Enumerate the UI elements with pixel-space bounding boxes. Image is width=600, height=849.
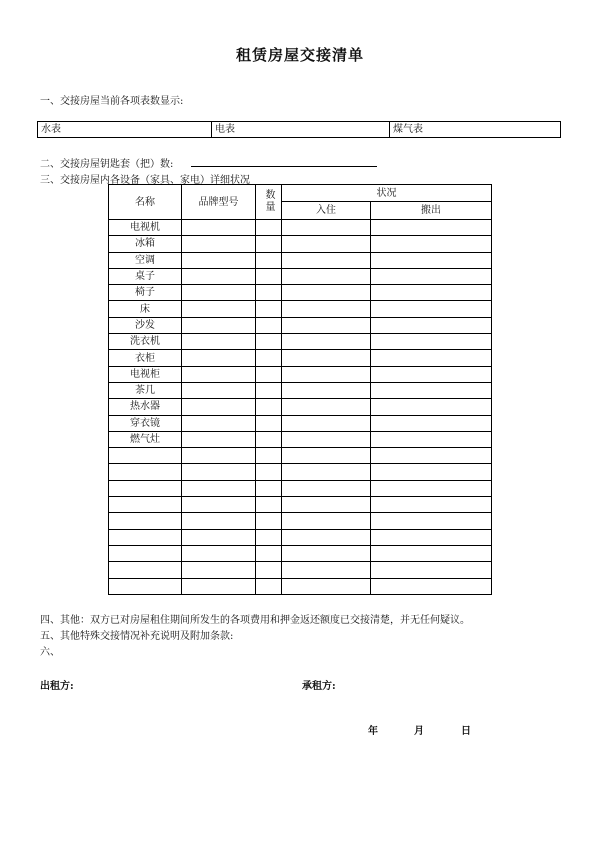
quantity-cell xyxy=(256,513,282,529)
key-count-blank-line xyxy=(191,166,377,167)
item-name-cell: 电视柜 xyxy=(109,366,182,382)
table-row xyxy=(109,285,492,301)
header-name: 名称 xyxy=(109,185,182,220)
quantity-cell xyxy=(256,350,282,366)
move-in-cell xyxy=(282,252,371,268)
table-row xyxy=(109,220,492,236)
item-name-cell: 桌子 xyxy=(109,268,182,284)
other-notes-text: 四、其他：双方已对房屋租住期间所发生的各项费用和押金返还额度已交接清楚，并无任何疑议。 xyxy=(40,615,470,626)
move-in-cell xyxy=(282,350,371,366)
table-row xyxy=(109,545,492,561)
brand-model-cell xyxy=(182,350,256,366)
table-row xyxy=(109,529,492,545)
item-name-cell: 床 xyxy=(109,301,182,317)
move-out-cell xyxy=(371,545,492,561)
move-in-cell xyxy=(282,317,371,333)
quantity-cell xyxy=(256,497,282,513)
meter-readings-table xyxy=(37,121,561,138)
move-out-cell xyxy=(371,562,492,578)
table-row xyxy=(109,350,492,366)
electric-meter-cell: 电表 xyxy=(211,122,389,137)
move-out-cell xyxy=(371,497,492,513)
brand-model-cell xyxy=(182,317,256,333)
section-six-label: 六、 xyxy=(40,647,60,658)
quantity-cell xyxy=(256,285,282,301)
brand-model-cell xyxy=(182,382,256,398)
header-status: 状况 xyxy=(282,185,492,202)
move-in-cell xyxy=(282,529,371,545)
item-name-cell xyxy=(109,497,182,513)
tenant-signature-label: 承租方: xyxy=(302,681,336,692)
move-out-cell xyxy=(371,236,492,252)
quantity-cell xyxy=(256,334,282,350)
item-name-cell: 冰箱 xyxy=(109,236,182,252)
table-row xyxy=(109,301,492,317)
quantity-cell xyxy=(256,236,282,252)
brand-model-cell xyxy=(182,464,256,480)
move-out-cell xyxy=(371,252,492,268)
move-out-cell xyxy=(371,399,492,415)
brand-model-cell xyxy=(182,399,256,415)
brand-model-cell xyxy=(182,529,256,545)
brand-model-cell xyxy=(182,301,256,317)
move-in-cell xyxy=(282,480,371,496)
date-month-label: 月 xyxy=(414,726,424,737)
landlord-signature-label: 出租方: xyxy=(40,681,74,692)
table-row xyxy=(109,497,492,513)
brand-model-cell xyxy=(182,252,256,268)
quantity-cell xyxy=(256,366,282,382)
date-year-label: 年 xyxy=(368,726,378,737)
item-name-cell xyxy=(109,578,182,594)
equipment-table xyxy=(108,184,492,595)
move-in-cell xyxy=(282,220,371,236)
table-row xyxy=(109,236,492,252)
item-name-cell: 沙发 xyxy=(109,317,182,333)
move-out-cell xyxy=(371,317,492,333)
table-row xyxy=(109,317,492,333)
move-out-cell xyxy=(371,220,492,236)
move-out-cell xyxy=(371,480,492,496)
brand-model-cell xyxy=(182,268,256,284)
quantity-cell xyxy=(256,448,282,464)
table-row xyxy=(109,252,492,268)
move-out-cell xyxy=(371,301,492,317)
move-out-cell xyxy=(371,285,492,301)
quantity-cell xyxy=(256,562,282,578)
move-in-cell xyxy=(282,334,371,350)
move-out-cell xyxy=(371,268,492,284)
brand-model-cell xyxy=(182,415,256,431)
table-row xyxy=(109,431,492,447)
item-name-cell xyxy=(109,545,182,561)
table-row xyxy=(109,268,492,284)
move-in-cell xyxy=(282,448,371,464)
brand-model-cell xyxy=(182,366,256,382)
move-out-cell xyxy=(371,464,492,480)
date-day-label: 日 xyxy=(461,726,471,737)
key-count-label: 二、交接房屋钥匙套（把）数: xyxy=(40,159,174,170)
brand-model-cell xyxy=(182,480,256,496)
quantity-cell xyxy=(256,317,282,333)
move-out-cell xyxy=(371,448,492,464)
move-out-cell xyxy=(371,513,492,529)
item-name-cell xyxy=(109,480,182,496)
move-in-cell xyxy=(282,431,371,447)
brand-model-cell xyxy=(182,545,256,561)
item-name-cell: 空调 xyxy=(109,252,182,268)
move-in-cell xyxy=(282,415,371,431)
brand-model-cell xyxy=(182,431,256,447)
move-in-cell xyxy=(282,236,371,252)
move-in-cell xyxy=(282,562,371,578)
header-quantity: 数量 xyxy=(256,185,282,220)
move-in-cell xyxy=(282,366,371,382)
brand-model-cell xyxy=(182,448,256,464)
meter-section-heading: 一、交接房屋当前各项表数显示: xyxy=(40,96,184,107)
table-row xyxy=(109,562,492,578)
supplementary-clauses-label: 五、其他特殊交接情况补充说明及附加条款: xyxy=(40,631,234,642)
quantity-cell xyxy=(256,529,282,545)
table-row xyxy=(109,513,492,529)
move-out-cell xyxy=(371,334,492,350)
move-out-cell xyxy=(371,366,492,382)
quantity-cell xyxy=(256,399,282,415)
quantity-cell xyxy=(256,578,282,594)
item-name-cell: 电视机 xyxy=(109,220,182,236)
quantity-cell xyxy=(256,480,282,496)
move-in-cell xyxy=(282,301,371,317)
move-in-cell xyxy=(282,545,371,561)
table-row xyxy=(109,366,492,382)
quantity-cell xyxy=(256,545,282,561)
move-in-cell xyxy=(282,578,371,594)
brand-model-cell xyxy=(182,562,256,578)
quantity-cell xyxy=(256,252,282,268)
header-move-out: 搬出 xyxy=(371,202,492,220)
item-name-cell: 热水器 xyxy=(109,399,182,415)
table-row xyxy=(109,415,492,431)
brand-model-cell xyxy=(182,513,256,529)
item-name-cell xyxy=(109,448,182,464)
quantity-cell xyxy=(256,415,282,431)
quantity-cell xyxy=(256,268,282,284)
item-name-cell: 穿衣镜 xyxy=(109,415,182,431)
move-in-cell xyxy=(282,382,371,398)
item-name-cell xyxy=(109,562,182,578)
table-row xyxy=(109,399,492,415)
move-out-cell xyxy=(371,415,492,431)
brand-model-cell xyxy=(182,578,256,594)
item-name-cell xyxy=(109,513,182,529)
brand-model-cell xyxy=(182,497,256,513)
document-title: 租赁房屋交接清单 xyxy=(235,46,364,64)
move-in-cell xyxy=(282,399,371,415)
brand-model-cell xyxy=(182,334,256,350)
move-out-cell xyxy=(371,431,492,447)
move-in-cell xyxy=(282,285,371,301)
item-name-cell: 燃气灶 xyxy=(109,431,182,447)
quantity-cell xyxy=(256,220,282,236)
move-in-cell xyxy=(282,497,371,513)
quantity-cell xyxy=(256,431,282,447)
table-row xyxy=(109,382,492,398)
move-out-cell xyxy=(371,382,492,398)
gas-meter-cell: 煤气表 xyxy=(389,122,560,137)
item-name-cell xyxy=(109,464,182,480)
quantity-cell xyxy=(256,382,282,398)
quantity-cell xyxy=(256,301,282,317)
move-out-cell xyxy=(371,578,492,594)
table-row xyxy=(109,464,492,480)
water-meter-cell: 水表 xyxy=(41,124,61,135)
brand-model-cell xyxy=(182,285,256,301)
equipment-section-heading: 三、交接房屋内各设备（家具、家电）详细状况 xyxy=(40,175,250,186)
item-name-cell: 茶几 xyxy=(109,382,182,398)
header-move-in: 入住 xyxy=(282,202,371,220)
brand-model-cell xyxy=(182,236,256,252)
table-row xyxy=(109,448,492,464)
header-brand-model: 品牌型号 xyxy=(182,185,256,220)
table-row xyxy=(109,578,492,594)
brand-model-cell xyxy=(182,220,256,236)
item-name-cell xyxy=(109,529,182,545)
table-row xyxy=(109,480,492,496)
quantity-cell xyxy=(256,464,282,480)
move-out-cell xyxy=(371,350,492,366)
item-name-cell: 衣柜 xyxy=(109,350,182,366)
item-name-cell: 洗衣机 xyxy=(109,334,182,350)
move-in-cell xyxy=(282,464,371,480)
table-row xyxy=(109,334,492,350)
move-out-cell xyxy=(371,529,492,545)
item-name-cell: 椅子 xyxy=(109,285,182,301)
move-in-cell xyxy=(282,268,371,284)
move-in-cell xyxy=(282,513,371,529)
